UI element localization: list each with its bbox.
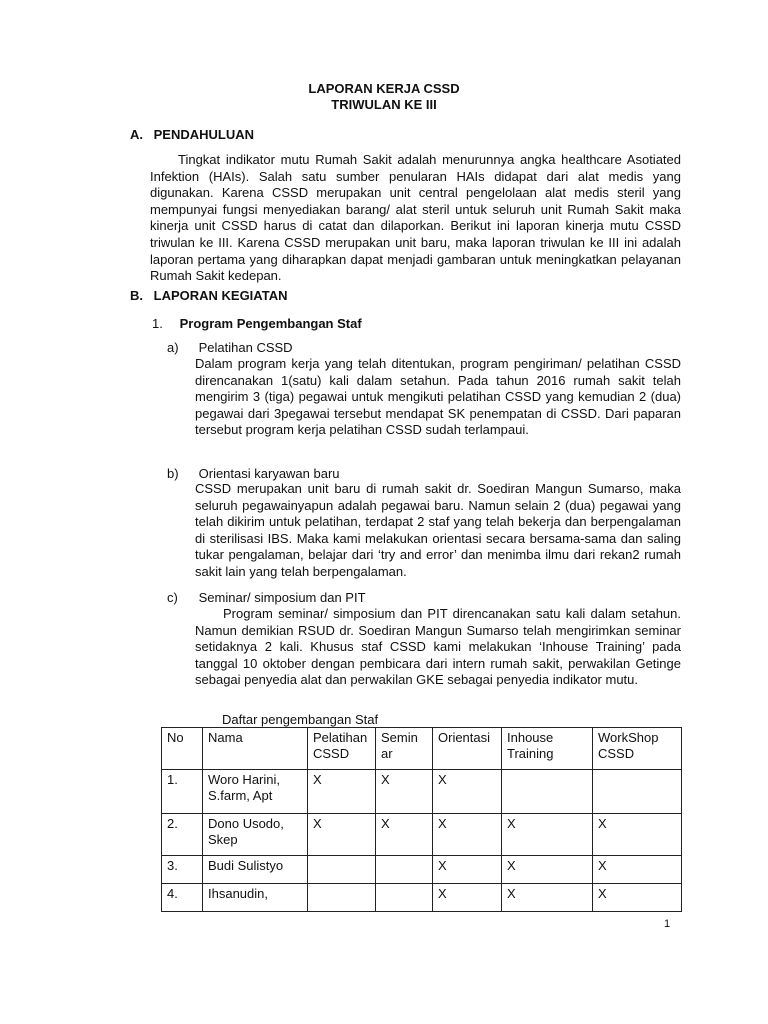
- item-a-title: Pelatihan CSSD: [198, 340, 293, 355]
- section-b-number: B.: [130, 288, 143, 303]
- cell-seminar: X: [376, 814, 433, 856]
- item-c-text: Program seminar/ simposium dan PIT direncanakan satu kali dalam setahun. Namun demikian RSUD dr. Soediran Mangun Sumarso telah mengirimkan seminar setidaknya 2 kali. Khusus staf CSSD kami melakukan ‘Inhouse Training’ pada tanggal 10 oktober dengan pembicara dari intern rumah sakit, perwakilan Getinge sebagai penyedia alat dan perwakilan GKE sebagai penyedia indikator mutu.: [195, 606, 681, 688]
- cell-no: 4.: [162, 884, 203, 912]
- header-nama: Nama: [203, 728, 308, 770]
- cell-no: 2.: [162, 814, 203, 856]
- table-header-row: [162, 728, 682, 770]
- table-row: [162, 814, 682, 856]
- cell-inhouse: X: [502, 856, 593, 884]
- item-a-heading: [167, 340, 293, 356]
- table-row: [162, 884, 682, 912]
- item-b-letter: b): [167, 466, 179, 481]
- cell-inhouse: X: [502, 814, 593, 856]
- cell-seminar: [376, 856, 433, 884]
- item-a-letter: a): [167, 340, 179, 355]
- cell-pelatihan: X: [308, 770, 376, 814]
- item-c-title: Seminar/ simposium dan PIT: [198, 590, 366, 605]
- subsection-1-title: Program Pengembangan Staf: [179, 316, 362, 331]
- header-workshop: WorkShop CSSD: [593, 728, 682, 770]
- cell-workshop: X: [593, 884, 682, 912]
- subsection-1-heading: [152, 316, 362, 332]
- section-b-heading: [130, 288, 287, 304]
- item-b-heading: [167, 466, 340, 482]
- staff-development-table: [161, 727, 682, 912]
- section-b-title: LAPORAN KEGIATAN: [153, 288, 288, 303]
- header-orientasi: Orientasi: [433, 728, 502, 770]
- table-caption: Daftar pengembangan Staf: [222, 712, 379, 727]
- page-number: 1: [664, 918, 671, 930]
- cell-inhouse: [502, 770, 593, 814]
- section-a-title: PENDAHULUAN: [153, 127, 255, 142]
- header-seminar: Semin ar: [376, 728, 433, 770]
- cell-nama: Dono Usodo, Skep: [203, 814, 308, 856]
- cell-orientasi: X: [433, 770, 502, 814]
- item-b-title: Orientasi karyawan baru: [198, 466, 340, 481]
- cell-workshop: X: [593, 814, 682, 856]
- cell-seminar: X: [376, 770, 433, 814]
- cell-pelatihan: X: [308, 814, 376, 856]
- header-no: No: [162, 728, 203, 770]
- cell-workshop: X: [593, 856, 682, 884]
- subsection-1-number: 1.: [152, 316, 163, 331]
- table-row: [162, 856, 682, 884]
- item-a-text: Dalam program kerja yang telah ditentukan, program pengiriman/ pelatihan CSSD direncanakan 1(satu) kali dalam setahun. Pada tahun 2016 rumah sakit telah mengirim 3 (tiga) pegawai untuk mengikuti pelatihan CSSD yang kemudian 2 (dua) pegawai dari 3pegawai tersebut mendapat SK penempatan di CSSD. Dari paparan tersebut program kerja pelatihan CSSD sudah terlampaui.: [195, 356, 681, 438]
- header-pelatihan: Pelatihan CSSD: [308, 728, 376, 770]
- cell-seminar: [376, 884, 433, 912]
- cell-pelatihan: [308, 856, 376, 884]
- cell-orientasi: X: [433, 814, 502, 856]
- header-inhouse: Inhouse Training: [502, 728, 593, 770]
- section-a-number: A.: [130, 127, 143, 142]
- cell-orientasi: X: [433, 884, 502, 912]
- document-subtitle: TRIWULAN KE III: [331, 97, 437, 112]
- section-a-paragraph: Tingkat indikator mutu Rumah Sakit adalah menurunnya angka healthcare Asotiated Infektion (HAIs). Salah satu sumber penularan HAIs didapat dari alat medis yang digunakan. Karena CSSD merupakan unit central pengelolaan alat medis steril yang mempunyai fungsi menyediakan barang/ alat steril untuk seluruh unit Rumah Sakit maka kinerja unit CSSD harus di catat dan dilaporkan. Berikut ini laporan kinerja mutu CSSD triwulan ke III. Karena CSSD merupakan unit baru, maka laporan triwulan ke III ini adalah laporan pertama yang diharapkan dapat menjadi gambaran untuk meningkatkan pelayanan Rumah Sakit kedepan.: [150, 152, 681, 284]
- item-b-text: CSSD merupakan unit baru di rumah sakit dr. Soediran Mangun Sumarso, maka seluruh pegawainyapun adalah pegawai baru. Namun selain 2 (dua) pegawai yang telah dikirim untuk pelatihan, terdapat 2 staf yang telah bekerja dan berpengalaman di sterilisasi IBS. Maka kami melakukan orientasi secara bersama-sama dan saling tukar pengalaman, belajar dari ‘try and error’ dan menimba ilmu dari rekan2 rumah sakit lain yang telah berpengalaman.: [195, 481, 681, 579]
- document-title: LAPORAN KERJA CSSD: [308, 81, 460, 96]
- cell-pelatihan: [308, 884, 376, 912]
- item-c-letter: c): [167, 590, 178, 605]
- cell-nama: Ihsanudin,: [203, 884, 308, 912]
- cell-inhouse: X: [502, 884, 593, 912]
- cell-workshop: [593, 770, 682, 814]
- section-a-heading: [130, 127, 254, 143]
- cell-nama: Woro Harini, S.farm, Apt: [203, 770, 308, 814]
- cell-no: 1.: [162, 770, 203, 814]
- cell-nama: Budi Sulistyo: [203, 856, 308, 884]
- cell-orientasi: X: [433, 856, 502, 884]
- item-c-heading: [167, 590, 366, 606]
- table-row: [162, 770, 682, 814]
- cell-no: 3.: [162, 856, 203, 884]
